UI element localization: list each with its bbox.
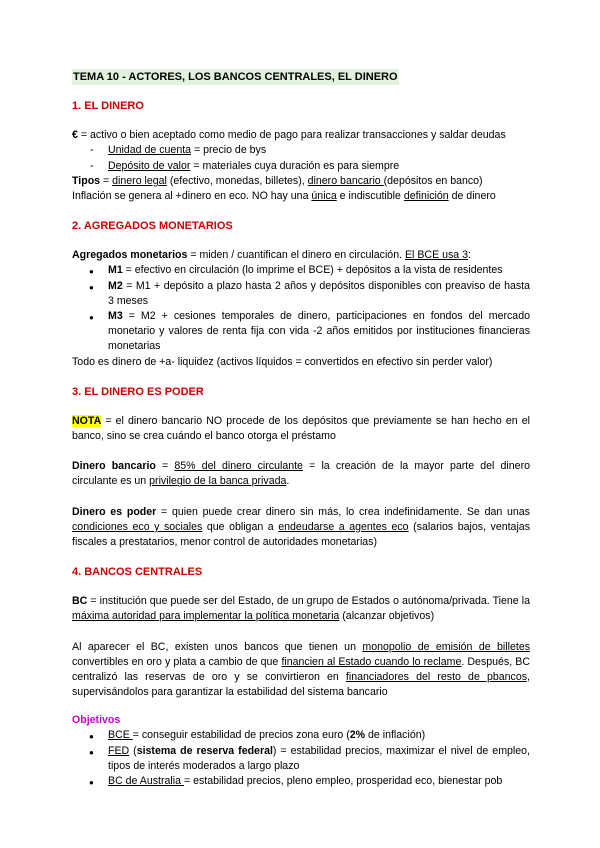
bce-usa-3: El BCE usa 3 (404, 249, 468, 262)
document-page (72, 69, 530, 789)
text-span: convertibles en oro y plata a cambio de que (72, 655, 282, 668)
m1-term: M1 (108, 264, 123, 277)
text-span: ( (129, 744, 137, 757)
dinero-legal-term: dinero legal (112, 174, 167, 187)
deposito-valor-text: = materiales cuya duración es para siempre (190, 159, 400, 172)
m1-text: = efectivo en circulación (lo imprime el BCE) + depósitos a la vista de residentes (122, 264, 503, 277)
s4-bullet-list (72, 728, 530, 789)
list-item (72, 279, 530, 309)
privilegio-term: privilegio de la banca privada (149, 475, 287, 488)
s1-line-inflacion (72, 189, 530, 204)
definicion-term: definición (403, 190, 449, 203)
fed-term: FED (108, 744, 130, 757)
bce-term: BCE (108, 729, 133, 742)
s3-dinero-bancario (72, 459, 530, 489)
m3-text: = M2 + cesiones temporales de dinero, participaciones en fondos del mercado monetario y valores de renta fija con vida -2 años emitidos por instituciones financieras monetarias (108, 310, 530, 353)
objetivos-subheading: Objetivos (72, 714, 121, 727)
s1-line-1 (72, 128, 530, 143)
agregados-term: Agregados monetarios (72, 249, 188, 262)
inflacion-value: 2% (349, 729, 366, 742)
unidad-cuenta-text: = precio de bys (191, 144, 267, 157)
text-span: (depósitos en banco) (383, 174, 483, 187)
unidad-cuenta-term: Unidad de cuenta (108, 144, 192, 157)
condiciones-term: condiciones eco y sociales (72, 520, 203, 533)
dinero-poder-label: Dinero es poder (72, 505, 157, 518)
s3-nota (72, 414, 530, 444)
euro-definition: = activo o bien aceptado como medio de pago para realizar transacciones y saldar deudas (77, 129, 506, 142)
list-item (72, 744, 530, 774)
s2-line-liquidez: Todo es dinero de +a- liquidez (activos líquidos = convertidos en efectivo sin perder valor) (72, 355, 493, 368)
euro-term: € (72, 129, 78, 142)
section-2-heading: 2. AGREGADOS MONETARIOS (72, 220, 233, 233)
text-span: : (468, 249, 471, 262)
text-span: (efectivo, monedas, billetes), (166, 174, 308, 187)
nota-label: NOTA (72, 414, 102, 427)
text-span: que obligan a (202, 520, 279, 533)
tipos-term: Tipos (72, 174, 101, 187)
endeudarse-term: endeudarse a agentes eco (278, 520, 409, 533)
section-4-heading: 4. BANCOS CENTRALES (72, 566, 203, 579)
text-span: . Después, BC centralizó las reservas de oro y se convirtieron en (72, 655, 530, 684)
m3-term: M3 (108, 310, 123, 323)
deposito-valor-term: Depósito de valor (108, 159, 191, 172)
text-span: (alcanzar objetivos) (339, 610, 435, 623)
text-span: = institución que puede ser del Estado, de un grupo de Estados o autónoma/privada. Tiene la (87, 595, 530, 608)
text-span: ) = estabilidad precios, maximizar el nivel de empleo, tipos de interés moderados a largo plazo (108, 744, 530, 772)
text-span: (salarios bajos, ventajas fiscales a prestatarios, menor control de autoridades monetarias) (72, 520, 530, 549)
text-span: , supervisándolos para garantizar la estabilidad del sistema bancario (72, 671, 530, 699)
text-span: = estabilidad precios, pleno empleo, prosperidad eco, bienestar pob (183, 775, 503, 788)
section-1-heading: 1. EL DINERO (72, 100, 144, 113)
list-item (72, 728, 530, 743)
list-item (72, 159, 530, 174)
text-span: de inflación) (365, 729, 426, 742)
s4-bc-definition (72, 594, 530, 624)
text-span: = la creación de la mayor parte del dinero circulante es un (72, 460, 530, 488)
s3-dinero-poder (72, 505, 530, 551)
text-span: . (286, 475, 290, 488)
s2-bullet-list (72, 263, 530, 354)
monopolio-term: monopolio de emisión de billetes (362, 640, 531, 653)
financiadores-term: financiadores del resto de pbancos (345, 671, 528, 684)
s4-paragraph (72, 640, 530, 701)
text-span: = miden / cuantifican el dinero en circulación. (187, 249, 405, 262)
text-span: Al aparecer el BC, existen unos bancos que tienen un (72, 640, 363, 653)
m2-text: = M1 + depósito a plazo hasta 2 años y depósitos disponibles con preaviso de hasta 3 meses (108, 279, 530, 307)
list-item (72, 143, 530, 158)
dinero-bancario-label: Dinero bancario (72, 460, 156, 473)
s1-dash-list (72, 143, 530, 173)
maxima-autoridad-term: máxima autoridad para implementar la política monetaria (72, 610, 340, 623)
circulante-term: 85% del dinero circulante (174, 460, 303, 473)
document-title: TEMA 10 - ACTORES, LOS BANCOS CENTRALES, EL DINERO (73, 71, 398, 83)
text-span: e indiscutible (336, 190, 404, 203)
bc-australia-term: BC de Australia (108, 775, 184, 788)
section-3-heading: 3. EL DINERO ES PODER (72, 385, 204, 398)
financien-term: financien al Estado cuando lo reclame (281, 655, 462, 668)
reserva-federal-term: sistema de reserva federal (136, 744, 273, 757)
text-span: = (100, 174, 113, 187)
list-item (72, 309, 530, 355)
m2-term: M2 (108, 279, 123, 292)
text-span: = (155, 460, 175, 473)
s1-line-tipos (72, 174, 530, 189)
list-item (72, 263, 530, 278)
list-item (72, 774, 530, 789)
text-span: = quien puede crear dinero sin más, lo crea indefinidamente. Se dan unas (156, 505, 530, 518)
text-span: = conseguir estabilidad de precios zona euro ( (132, 729, 350, 742)
s2-line-1 (72, 248, 530, 263)
text-span: Inflación se genera al +dinero en eco. NO hay una (72, 190, 312, 203)
dinero-bancario-term: dinero bancario (307, 174, 384, 187)
nota-text: = el dinero bancario NO procede de los depósitos que previamente se han hecho en el banco, sino se crea cuándo el banco otorga el préstamo (72, 414, 530, 443)
text-span: de dinero (448, 190, 496, 203)
bc-label: BC (72, 595, 88, 608)
unica-term: única (311, 190, 337, 203)
